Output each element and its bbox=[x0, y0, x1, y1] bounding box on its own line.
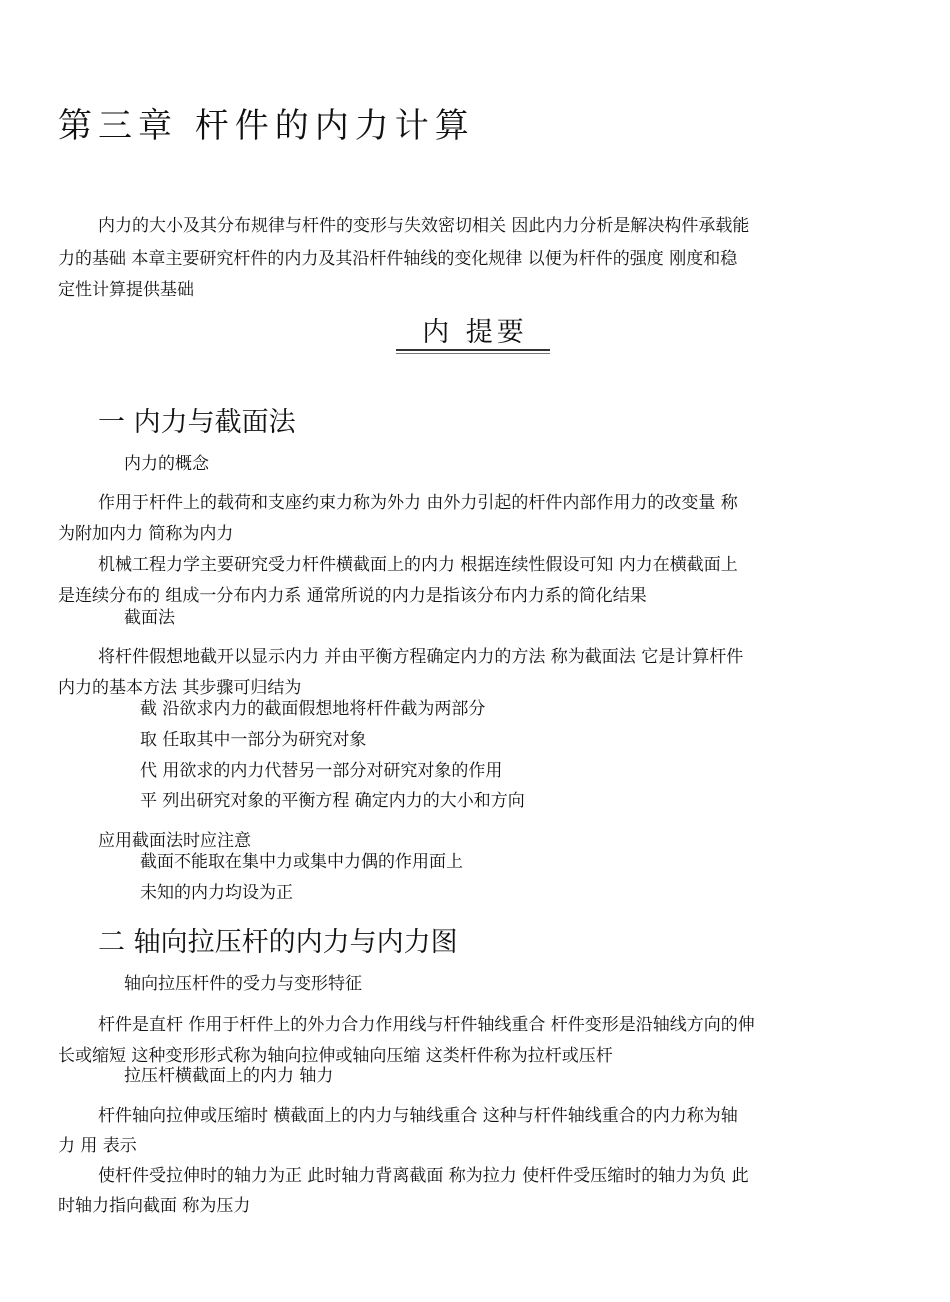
s2-p3-line-2: 时轴力指向截面 称为压力 bbox=[58, 1196, 251, 1216]
note-1: 截面不能取在集中力或集中力偶的作用面上 bbox=[140, 852, 463, 872]
section-title-underline-secondary bbox=[396, 353, 550, 354]
note-2: 未知的内力均设为正 bbox=[140, 883, 293, 903]
s1-p1-line-1: 作用于杆件上的载荷和支座约束力称为外力 由外力引起的杆件内部作用力的改变量 称 bbox=[98, 493, 738, 513]
section-2-sub-2: 拉压杆横截面上的内力 轴力 bbox=[124, 1066, 334, 1086]
section-1-sub-1: 内力的概念 bbox=[124, 454, 209, 474]
s2-p3-line-1: 使杆件受拉伸时的轴力为正 此时轴力背离截面 称为拉力 使杆件受压缩时的轴力为负 此 bbox=[98, 1166, 749, 1186]
section-title-underline bbox=[396, 349, 550, 351]
section-1-sub-2: 截面法 bbox=[124, 608, 175, 628]
step-2: 取 任取其中一部分为研究对象 bbox=[140, 730, 367, 750]
intro-line-3: 定性计算提供基础 bbox=[58, 280, 194, 300]
s1-p1-line-2: 为附加内力 简称为内力 bbox=[58, 524, 234, 544]
section-1-heading: 一 内力与截面法 bbox=[98, 407, 296, 438]
step-1: 截 沿欲求内力的截面假想地将杆件截为两部分 bbox=[140, 699, 486, 719]
step-4: 平 列出研究对象的平衡方程 确定内力的大小和方向 bbox=[140, 791, 525, 811]
s1-p2-line-2: 是连续分布的 组成一分布内力系 通常所说的内力是指该分布内力系的简化结果 bbox=[58, 586, 647, 606]
s2-p2-line-2: 力 用 表示 bbox=[58, 1136, 137, 1156]
section-2-sub-1: 轴向拉压杆件的受力与变形特征 bbox=[124, 974, 362, 994]
intro-line-1: 内力的大小及其分布规律与杆件的变形与失效密切相关 因此内力分析是解决构件承载能 bbox=[98, 216, 750, 236]
s2-p1-line-1: 杆件是直杆 作用于杆件上的外力合力作用线与杆件轴线重合 杆件变形是沿轴线方向的伸 bbox=[98, 1015, 755, 1035]
s2-p1-line-2: 长或缩短 这种变形形式称为轴向拉伸或轴向压缩 这类杆件称为拉杆或压杆 bbox=[58, 1046, 613, 1066]
section-2-heading: 二 轴向拉压杆的内力与内力图 bbox=[98, 927, 458, 958]
s1-p2-line-1: 机械工程力学主要研究受力杆件横截面上的内力 根据连续性假设可知 内力在横截面上 bbox=[98, 555, 738, 575]
step-3: 代 用欲求的内力代替另一部分对研究对象的作用 bbox=[140, 761, 503, 781]
intro-line-2: 力的基础 本章主要研究杆件的内力及其沿杆件轴线的变化规律 以便为杆件的强度 刚度和稳 bbox=[58, 249, 738, 269]
note-title: 应用截面法时应注意 bbox=[98, 831, 251, 851]
s2-p2-line-1: 杆件轴向拉伸或压缩时 横截面上的内力与轴线重合 这种与杆件轴线重合的内力称为轴 bbox=[98, 1106, 738, 1126]
section-title: 内 提要 bbox=[422, 317, 528, 348]
chapter-title: 第三章 杆件的内力计算 bbox=[58, 106, 475, 146]
s1-p3-line-1: 将杆件假想地截开以显示内力 并由平衡方程确定内力的方法 称为截面法 它是计算杆件 bbox=[98, 647, 744, 667]
s1-p3-line-2: 内力的基本方法 其步骤可归结为 bbox=[58, 678, 302, 698]
